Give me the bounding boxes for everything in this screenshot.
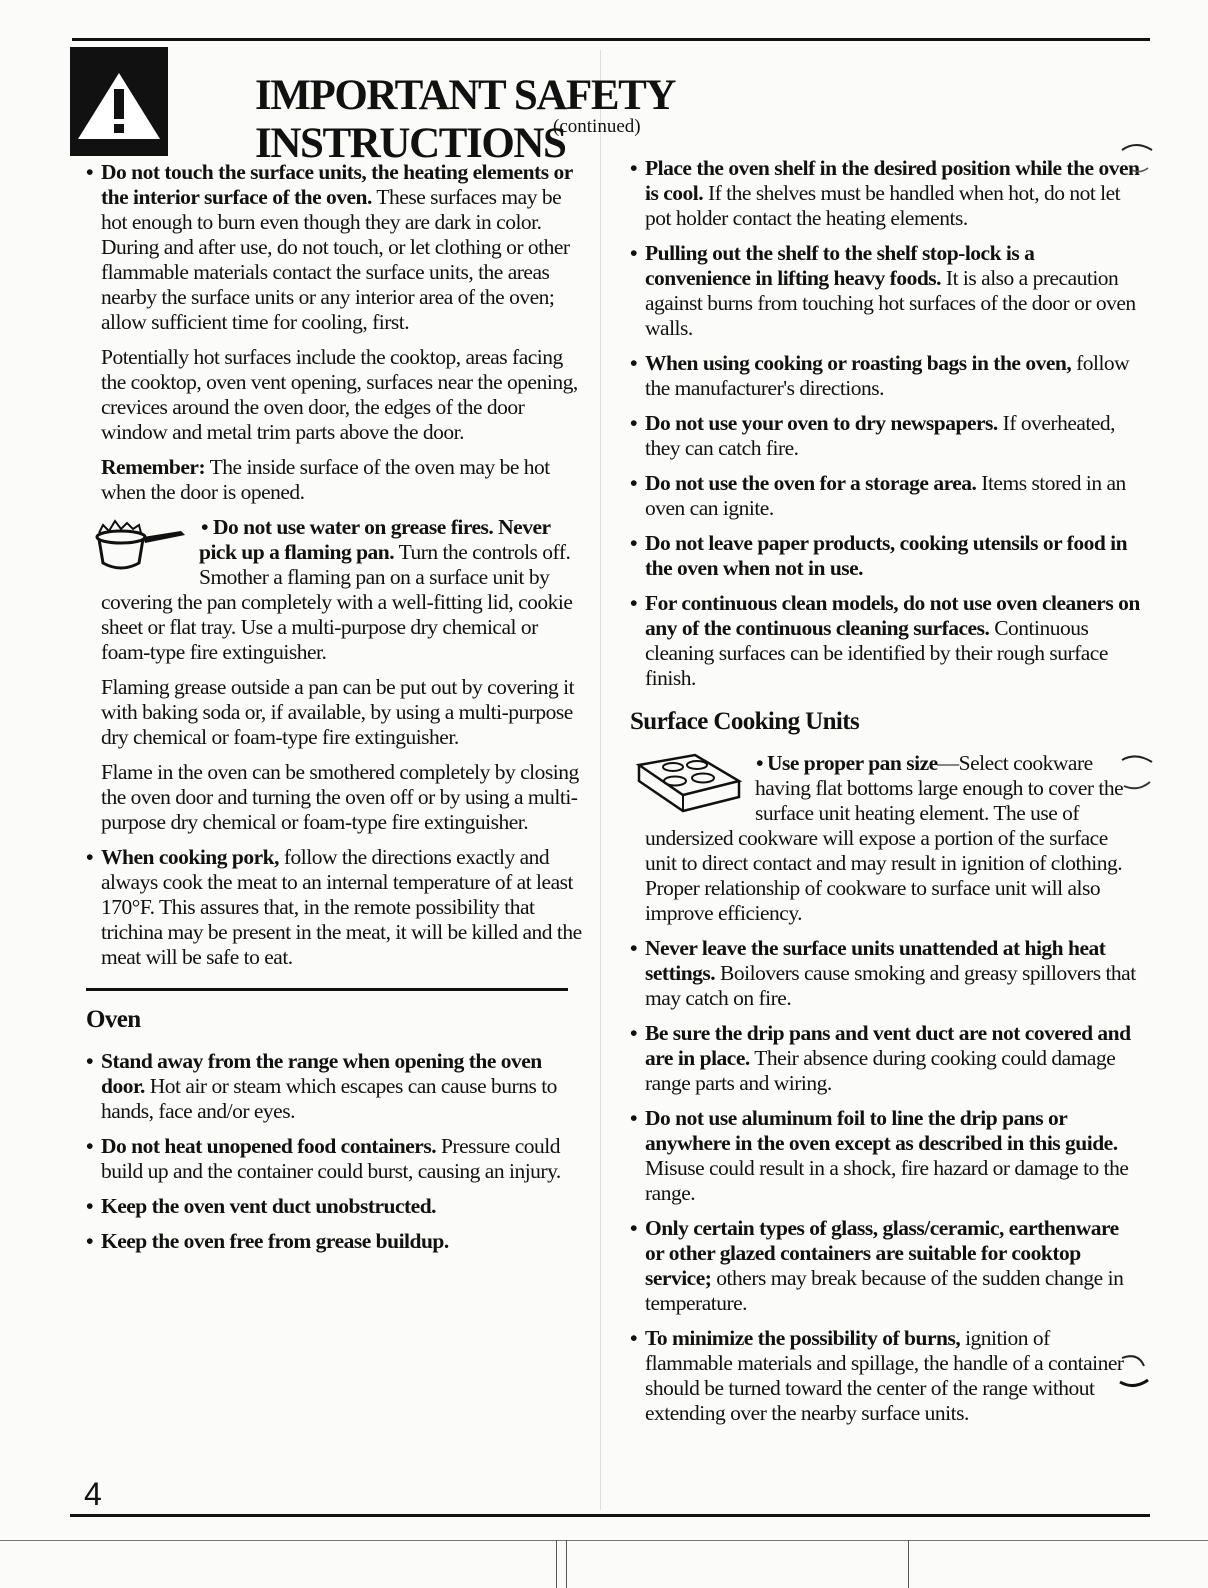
item-heading: Place the oven shelf in the desired position while the oven is cool.: [645, 156, 1140, 205]
remember-text: The inside surface of the oven may be hot when the door is opened.: [101, 455, 550, 504]
item-text: ignition of flammable materials and spillage, the handle of a container should be turned toward the center of the range without extending over the nearby surface units.: [645, 1326, 1124, 1425]
list-item: • When cooking pork, follow the directions exactly and always cook the meat to an internal temperature of at least 170°F. This assures that, in the remote possibility that trichina may be present in the meat, it will be killed and the meat will be safe to eat.: [86, 845, 582, 969]
list-item: • Keep the oven vent duct unobstructed.: [86, 1194, 437, 1218]
footer-tick: [908, 1540, 909, 1588]
list-item: • Pulling out the shelf to the shelf stop-lock is a convenience in lifting heavy foods. It is also a precaution against burns from touching hot surfaces of the door or oven walls.: [630, 241, 1136, 340]
range-cooktop-icon: [635, 751, 747, 819]
item-heading: Pulling out the shelf to the shelf stop-lock is a convenience in lifting heavy foods.: [645, 241, 1035, 290]
item-text: If overheated, they can catch fire.: [645, 411, 1116, 460]
list-item: • Do not use the oven for a storage area. Items stored in an oven can ignite.: [630, 471, 1126, 520]
paragraph: Potentially hot surfaces include the cooktop, areas facing the cooktop, oven vent opening, surfaces near the opening, crevices around the oven door, the edges of the door window and metal trim parts above the door.: [101, 345, 578, 444]
binder-hole-mark-icon: [1118, 140, 1156, 178]
list-item: • For continuous clean models, do not use oven cleaners on any of the continuous cleaning surfaces. Continuous cleaning surfaces can be identified by their rough surface finish.: [630, 591, 1140, 690]
item-heading: Never leave the surface units unattended at high heat settings.: [645, 936, 1106, 985]
item-text: Continuous cleaning surfaces can be identified by their rough surface finish.: [645, 616, 1108, 690]
list-item: • Be sure the drip pans and vent duct are not covered and are in place. Their absence during cooking could damage range parts and wiring.: [630, 1021, 1131, 1095]
footer-tick: [556, 1540, 557, 1588]
paragraph: Flaming grease outside a pan can be put out by covering it with baking soda or, if available, by using a multi-purpose dry chemical or foam-type fire extinguisher.: [101, 675, 575, 749]
grease-fire-item: • Do not use water on grease fires. Never pick up a flaming pan. Turn the controls off. Smother a flaming pan on a surface unit by covering the pan completely with a well-fitting lid, cookie sheet or flat tray. Use a multi-purpose dry chemical or foam-type fire extinguisher.: [86, 515, 586, 665]
item-text: Boilovers cause smoking and greasy spillovers that may catch on fire.: [645, 961, 1136, 1010]
surface-heading: Surface Cooking Units: [630, 708, 860, 735]
item-heading: Stand away from the range when opening the oven door.: [101, 1049, 542, 1098]
item-heading: Be sure the drip pans and vent duct are not covered and are in place.: [645, 1021, 1131, 1070]
list-item: • Do not use your oven to dry newspapers. If overheated, they can catch fire.: [630, 411, 1116, 460]
page-title: IMPORTANT SAFETY INSTRUCTIONS: [255, 72, 674, 167]
pan-size-item: • Use proper pan size—Select cookware having flat bottoms large enough to cover the surface unit heating element. The use of undersized cookware will expose a portion of the surface unit to direct contact and may result in ignition of clothing. Proper relationship of cookware to surface unit will also improve efficiency.: [630, 751, 1140, 926]
top-rule: [72, 38, 1150, 41]
item-text: Misuse could result in a shock, fire hazard or damage to the range.: [645, 1156, 1129, 1205]
warning-triangle-icon: [76, 71, 162, 141]
scan-fold-line: [600, 50, 601, 1510]
item-text: It is also a precaution against burns from touching hot surfaces of the door or oven walls.: [645, 266, 1136, 340]
item-text: Their absence during cooking could damage range parts and wiring.: [645, 1046, 1116, 1095]
item-heading: Keep the oven free from grease buildup.: [101, 1229, 449, 1253]
item-heading: When using cooking or roasting bags in the oven,: [645, 351, 1072, 375]
item-heading: When cooking pork,: [101, 845, 279, 869]
item-text: follow the directions exactly and always cook the meat to an internal temperature of at least 170°F. This assures that, in the remote possibility that trichina may be present in the meat, it will be killed and the meat will be safe to eat.: [101, 845, 582, 969]
item-text: These surfaces may be hot enough to burn even though they are dark in color. During and after use, do not touch, or let clothing or other flammable materials contact the surface units, the areas nearby the surface units or any interior area of the oven; allow sufficient time for cooling, first.: [101, 185, 570, 334]
item-text: follow the manufacturer's directions.: [645, 351, 1130, 400]
page-subtitle: (continued): [553, 116, 641, 137]
binder-hole-mark-icon: [1118, 752, 1156, 790]
oven-heading: Oven: [86, 1006, 141, 1033]
item-heading: Do not use your oven to dry newspapers.: [645, 411, 998, 435]
list-item: • Only certain types of glass, glass/ceramic, earthenware or other glazed containers are suitable for cooktop service; others may break because of the sudden change in temperature.: [630, 1216, 1124, 1315]
item-heading: Do not use water on grease fires. Never pick up a flaming pan.: [199, 515, 551, 564]
item-text: Items stored in an oven can ignite.: [645, 471, 1126, 520]
item-text: If the shelves must be handled when hot, do not let pot holder contact the heating elements.: [645, 181, 1121, 230]
list-item: • Do not use aluminum foil to line the drip pans or anywhere in the oven except as described in this guide. Misuse could result in a shock, fire hazard or damage to the range.: [630, 1106, 1129, 1205]
warning-box: [70, 47, 168, 156]
item-heading: Do not use the oven for a storage area.: [645, 471, 977, 495]
item-heading: Do not heat unopened food containers.: [101, 1134, 437, 1158]
list-item: • To minimize the possibility of burns, ignition of flammable materials and spillage, the handle of a container should be turned toward the center of the range without extending over the nearby surface units.: [630, 1326, 1124, 1425]
list-item: • Never leave the surface units unattended at high heat settings. Boilovers cause smoking and greasy spillovers that may catch on fire.: [630, 936, 1136, 1010]
item-heading: For continuous clean models, do not use oven cleaners on any of the continuous cleaning surfaces.: [645, 591, 1140, 640]
left-column: [86, 160, 586, 1264]
list-item: • Stand away from the range when opening the oven door. Hot air or steam which escapes can cause burns to hands, face and/or eyes.: [86, 1049, 557, 1123]
item-text: others may break because of the sudden change in temperature.: [645, 1266, 1124, 1315]
remember-label: Remember:: [101, 455, 206, 479]
list-item: • Do not leave paper products, cooking utensils or food in the oven when not in use.: [630, 531, 1128, 580]
item-heading: Do not touch the surface units, the heating elements or the interior surface of the oven.: [101, 160, 573, 209]
item-text: Hot air or steam which escapes can cause burns to hands, face and/or eyes.: [101, 1074, 557, 1123]
flaming-pan-icon: [89, 515, 189, 575]
item-heading: Keep the oven vent duct unobstructed.: [101, 1194, 437, 1218]
list-item: • Do not touch the surface units, the heating elements or the interior surface of the oven. These surfaces may be hot enough to burn even though they are dark in color. During and after use, do not touch, or let clothing or other flammable materials contact the surface units, the areas nearby the surface units or any interior area of the oven; allow sufficient time for cooling, first.: [86, 160, 573, 334]
footer-scan-edge: [0, 1540, 1208, 1541]
list-item: • Do not heat unopened food containers. Pressure could build up and the container could burst, causing an injury.: [86, 1134, 561, 1183]
item-text: —Select cookware having flat bottoms large enough to cover the surface unit heating element. The use of undersized cookware will expose a portion of the surface unit to direct contact and may result in ignition of clothing. Proper relationship of cookware to surface unit will also improve efficiency.: [645, 751, 1124, 925]
item-heading: To minimize the possibility of burns,: [645, 1326, 961, 1350]
list-item: • When using cooking or roasting bags in the oven, follow the manufacturer's directions.: [630, 351, 1130, 400]
list-item: • Keep the oven free from grease buildup.: [86, 1229, 449, 1253]
page-number: 4: [84, 1476, 102, 1512]
item-text: Turn the controls off. Smother a flaming pan on a surface unit by covering the pan completely with a well-fitting lid, cookie sheet or flat tray. Use a multi-purpose dry chemical or foam-type fire extinguisher.: [101, 540, 573, 664]
footer-tick: [566, 1540, 567, 1588]
right-column: [630, 156, 1140, 1436]
item-heading: Do not use aluminum foil to line the drip pans or anywhere in the oven except as described in this guide.: [645, 1106, 1118, 1155]
item-heading: Only certain types of glass, glass/ceramic, earthenware or other glazed containers are suitable for cooktop service;: [645, 1216, 1119, 1290]
item-text: Pressure could build up and the container could burst, causing an injury.: [101, 1134, 561, 1183]
item-heading: Do not leave paper products, cooking utensils or food in the oven when not in use.: [645, 531, 1128, 580]
section-divider: [86, 988, 568, 991]
list-item: • Place the oven shelf in the desired position while the oven is cool. If the shelves must be handled when hot, do not let pot holder contact the heating elements.: [630, 156, 1140, 230]
paragraph: Flame in the oven can be smothered completely by closing the oven door and turning the oven off or by using a multi-purpose dry chemical or foam-type fire extinguisher.: [101, 760, 579, 834]
remember-note: [86, 455, 586, 505]
item-heading: Use proper pan size: [767, 751, 938, 775]
binder-hole-mark-icon: [1114, 1352, 1152, 1390]
bottom-rule: [70, 1514, 1150, 1517]
